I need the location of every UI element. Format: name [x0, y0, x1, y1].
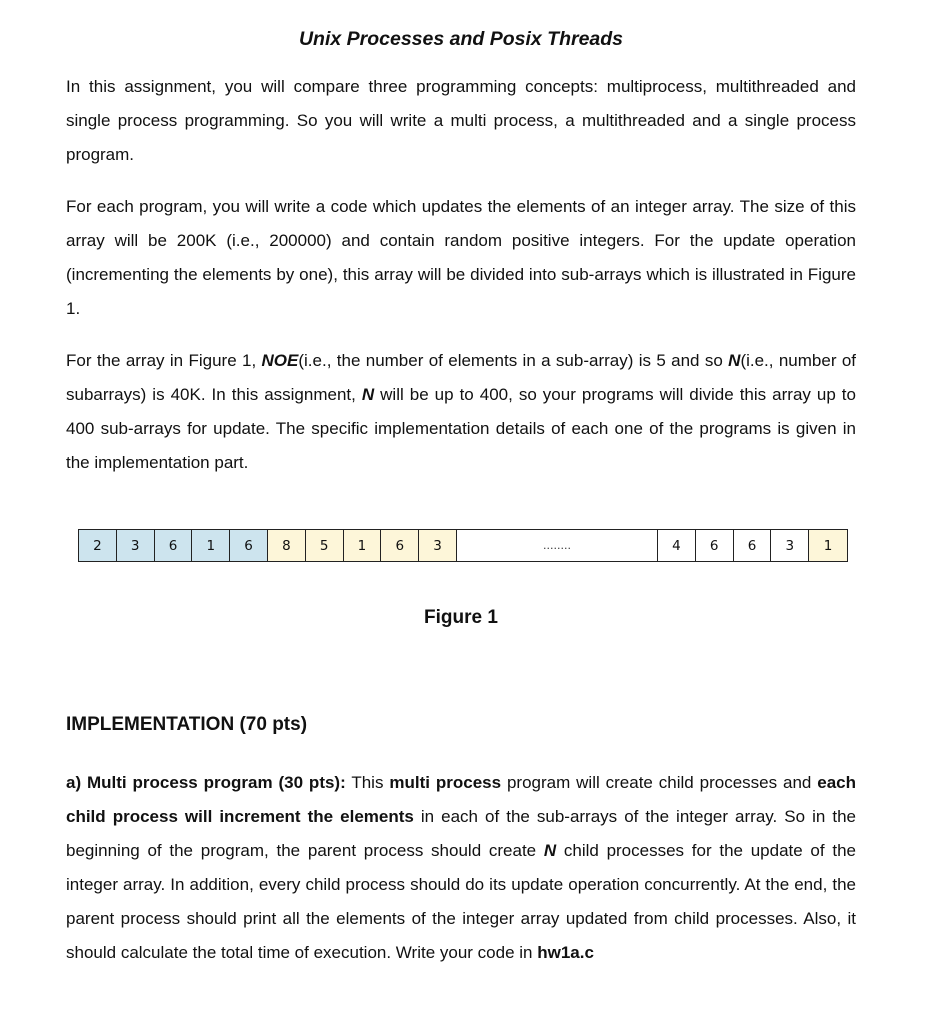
array-cell: 1 — [344, 530, 382, 561]
array-cell: 8 — [268, 530, 306, 561]
array-cell: 4 — [658, 530, 696, 561]
array-cell: 6 — [696, 530, 734, 561]
figure-1-array — [78, 529, 848, 562]
array-cell: 3 — [419, 530, 457, 561]
array-ellipsis: ........ — [457, 530, 658, 561]
figure-caption: Figure 1 — [424, 607, 498, 628]
array-cell: 6 — [230, 530, 268, 561]
subarray-paragraph: For the array in Figure 1, NOE(i.e., the number of elements in a sub-array) is 5 and so N(i.e., number of subarrays) is 40K. In this assignment, N will be up to 400, so your programs will divide this array up to 400 sub-arrays for update. The specific implementation details of each one of the programs is given in the implementation part. — [66, 351, 857, 472]
array-cell: 1 — [192, 530, 230, 561]
array-cell: 6 — [381, 530, 419, 561]
array-cell: 6 — [155, 530, 193, 561]
section-heading: IMPLEMENTATION (70 pts) — [66, 714, 308, 735]
array-cell: 2 — [79, 530, 117, 561]
intro-paragraph: In this assignment, you will compare three programming concepts: multiprocess, multithreaded and single process programming. So you will write a multi process, a multithreaded and a single process program. — [66, 77, 856, 164]
array-cell: 6 — [734, 530, 772, 561]
array-cell: 5 — [306, 530, 344, 561]
document-title: Unix Processes and Posix Threads — [298, 28, 624, 50]
array-cell: 3 — [771, 530, 809, 561]
array-description-paragraph: For each program, you will write a code which updates the elements of an integer array. The size of this array will be 200K (i.e., 200000) and contain random positive integers. For the update operation (incrementing the elements by one), this array will be divided into sub-arrays which is illustrated in Figure 1. — [66, 197, 856, 318]
array-cell: 1 — [809, 530, 847, 561]
multi-process-paragraph: a) Multi process program (30 pts): This multi process program will create child processes and each child process will increment the elements in each of the sub-arrays of the integer array. So in the beginning of the program, the parent process should create N child processes for the update of the integer array. In addition, every child process should do its update operation concurrently. At the end, the parent process should print all the elements of the integer array updated from child processes. Also, it should calculate the total time of execution. Write your code in hw1a.c — [66, 773, 856, 962]
array-cell: 3 — [117, 530, 155, 561]
